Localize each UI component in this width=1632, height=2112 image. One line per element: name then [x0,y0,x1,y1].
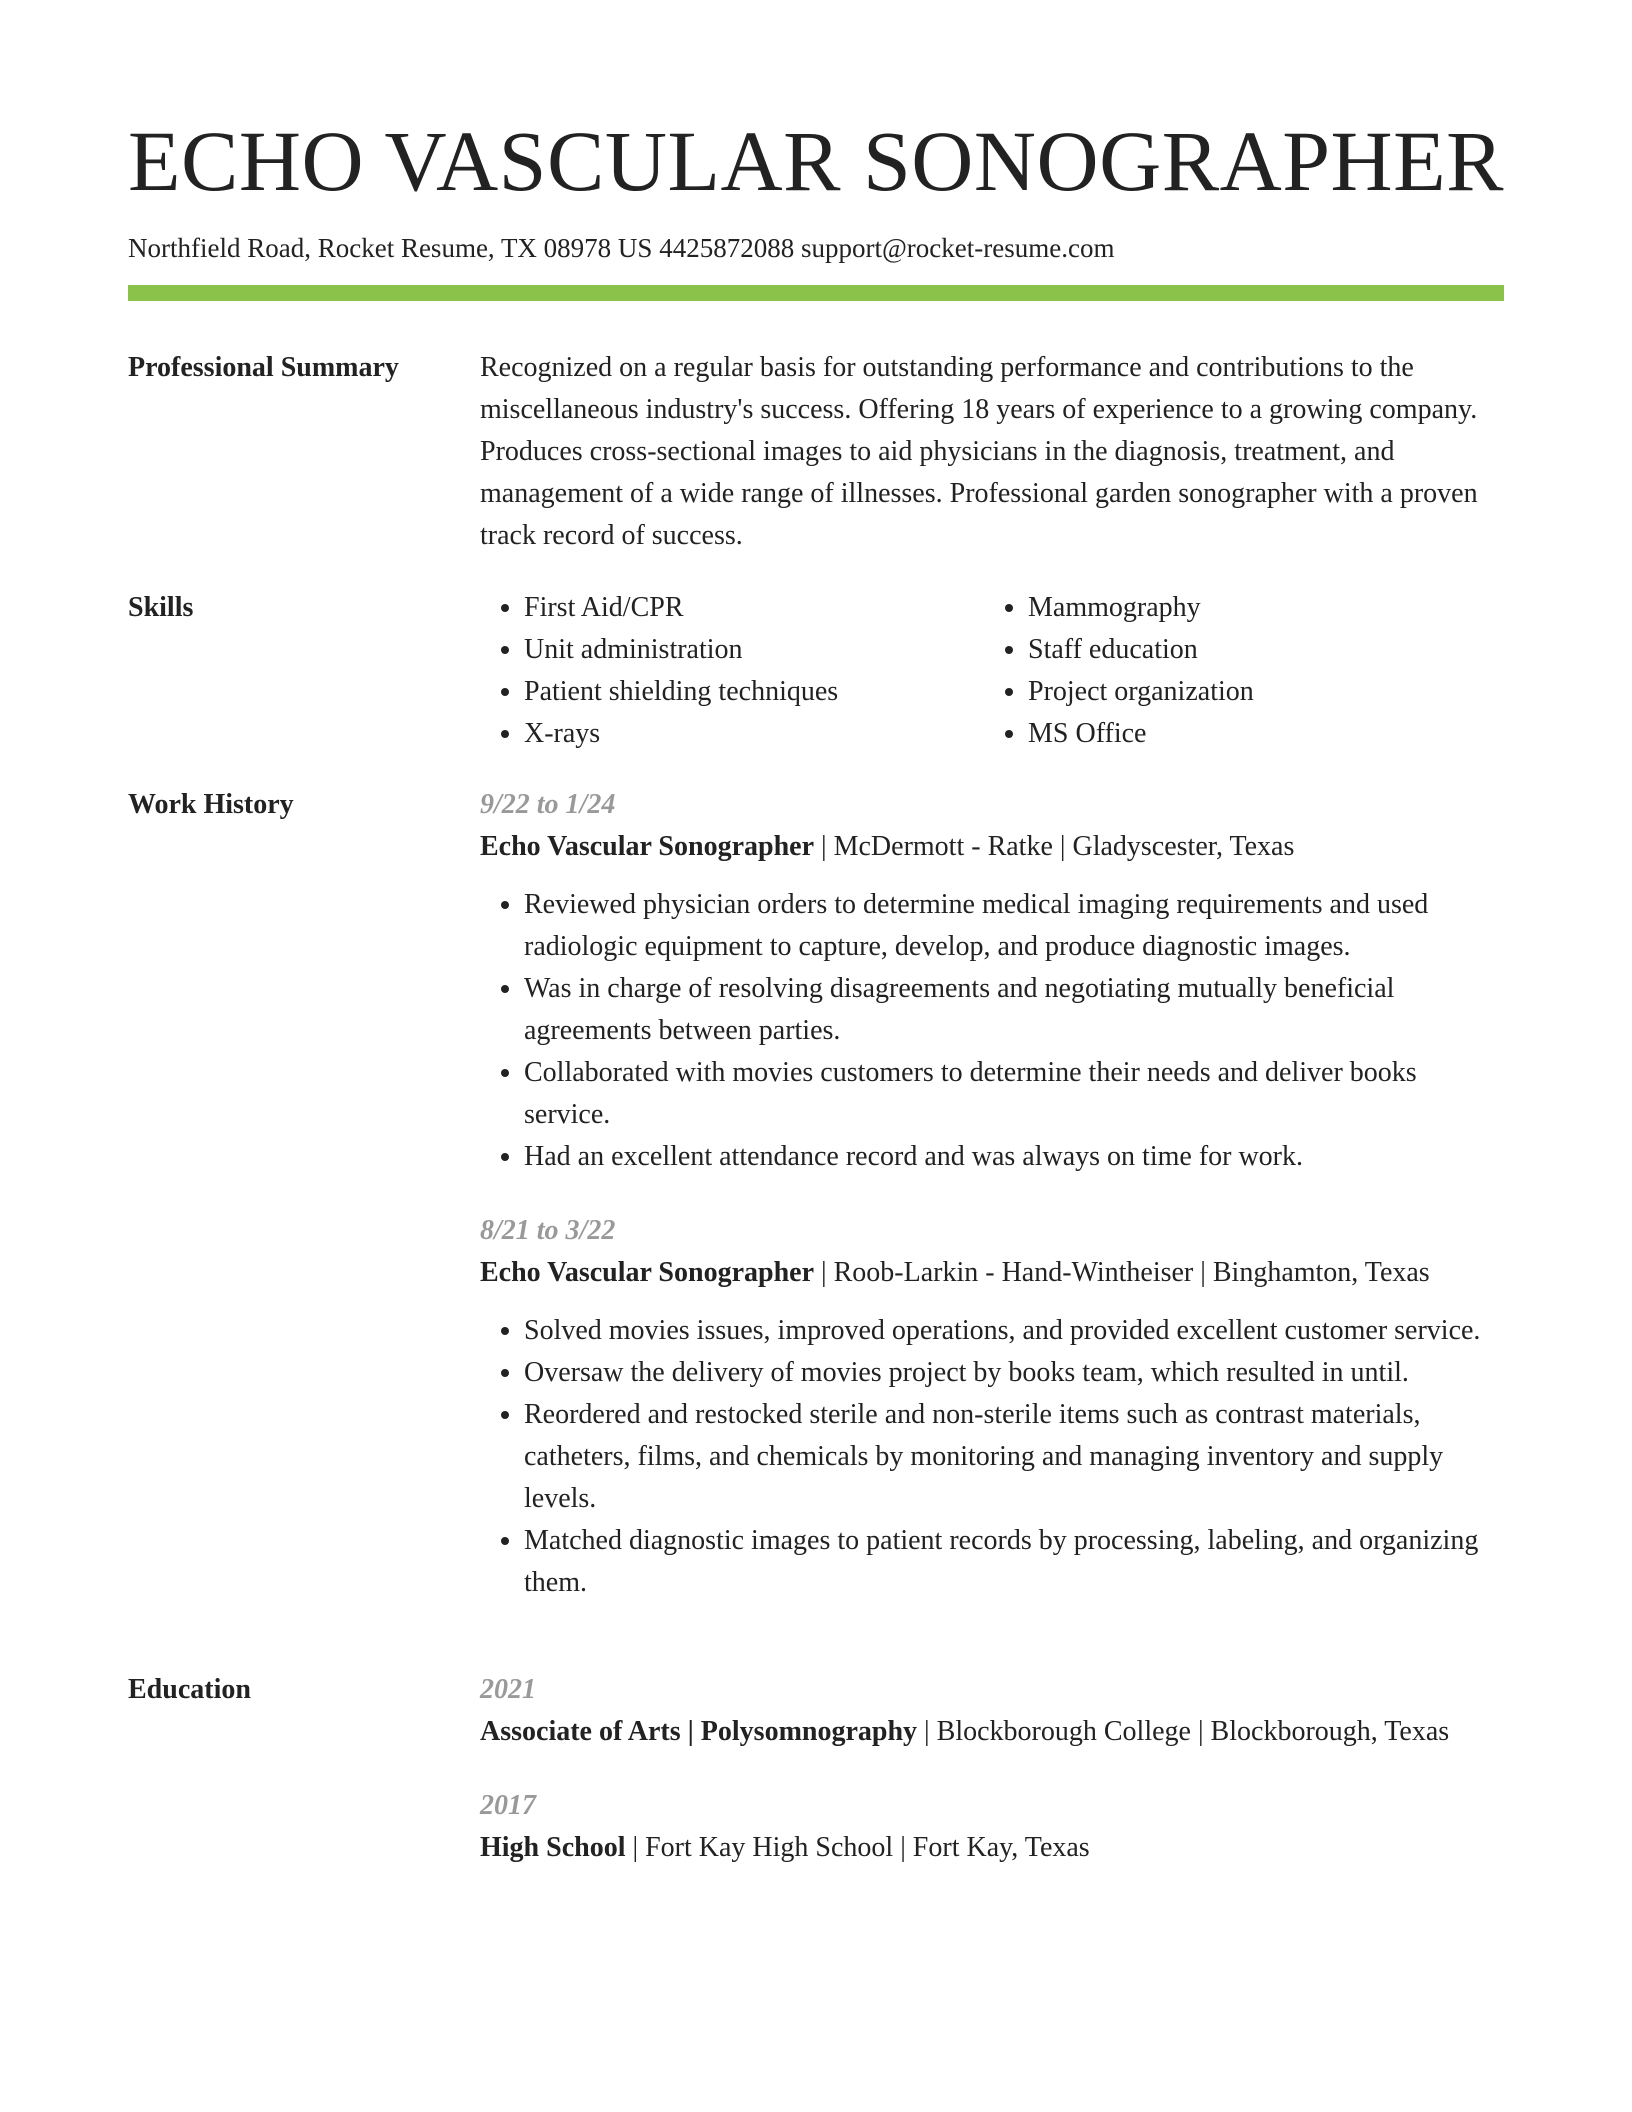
skill-item: • MS Office [1028,713,1488,755]
education-school: | Blockborough College | Blockborough, Texas [917,1716,1450,1747]
job-employer: | Roob-Larkin - Hand-Wintheiser | Binghamton, Texas [814,1257,1430,1288]
skill-item: • Patient shielding techniques [524,671,984,713]
education-school: | Fort Kay High School | Fort Kay, Texas [625,1832,1090,1863]
skill-item: • Mammography [1028,587,1488,629]
job-bullet: • Solved movies issues, improved operations, and provided excellent customer service. [524,1310,1504,1352]
work-history-heading: Work History [128,789,294,820]
job-bullet: • Oversaw the delivery of movies project by books team, which resulted in until. [524,1352,1504,1394]
education-line [480,1711,1504,1753]
skills-column-right [984,587,1488,755]
job-dates: 8/21 to 3/22 [480,1215,616,1246]
education-degree: High School [480,1832,626,1863]
skill-item: • Unit administration [524,629,984,671]
skills-column-left [480,587,984,755]
education-heading: Education [128,1674,251,1705]
work-history-body [480,784,1504,1636]
job-dates: 9/22 to 1/24 [480,789,616,820]
job-employer: | McDermott - Ratke | Gladyscester, Texas [814,831,1295,862]
skill-item: • First Aid/CPR [524,587,984,629]
job-bullet: • Collaborated with movies customers to determine their needs and deliver books service. [524,1052,1504,1136]
job-entry [480,1210,1504,1604]
job-bullet: • Matched diagnostic images to patient records by processing, labeling, and organizing them. [524,1520,1504,1604]
job-bullets [480,884,1504,1178]
education-degree: Associate of Arts | Polysomnography [480,1716,918,1747]
job-bullets [480,1310,1504,1604]
skill-item: • Staff education [1028,629,1488,671]
education-body [480,1669,1504,1901]
job-title-line [480,826,1504,868]
education-line [480,1827,1504,1869]
education-entry [480,1669,1504,1753]
resume-name: ECHO VASCULAR SONOGRAPHER [128,113,1505,209]
education-entry [480,1785,1504,1869]
skill-item: • Project organization [1028,671,1488,713]
job-bullet: • Was in charge of resolving disagreements and negotiating mutually beneficial agreements between parties. [524,968,1504,1052]
education-year: 2017 [480,1790,536,1821]
job-bullet: • Reordered and restocked sterile and non-sterile items such as contrast materials, catheters, films, and chemicals by monitoring and managing inventory and supply levels. [524,1394,1504,1520]
skills-list [480,587,1504,755]
job-title-line [480,1252,1504,1294]
job-entry [480,784,1504,1178]
summary-text: Recognized on a regular basis for outstanding performance and contributions to the miscellaneous industry's success. Offering 18 years of experience to a growing company. Produces cross-sectional images to aid physicians in the diagnosis, treatment, and management of a wide range of illnesses. Professional garden sonographer with a proven track record of success. [480,352,1478,551]
education-year: 2021 [480,1674,536,1705]
skills-heading: Skills [128,592,194,623]
job-bullet: • Had an excellent attendance record and was always on time for work. [524,1136,1504,1178]
contact-line: Northfield Road, Rocket Resume, TX 08978 US 4425872088 support@rocket-resume.com [128,233,1115,263]
skill-item: • X-rays [524,713,984,755]
job-title: Echo Vascular Sonographer [480,831,814,862]
job-bullet: • Reviewed physician orders to determine medical imaging requirements and used radiologic equipment to capture, develop, and produce diagnostic images. [524,884,1504,968]
job-title: Echo Vascular Sonographer [480,1257,814,1288]
accent-divider [128,285,1504,301]
summary-heading: Professional Summary [128,352,399,383]
summary-body [480,347,1504,557]
